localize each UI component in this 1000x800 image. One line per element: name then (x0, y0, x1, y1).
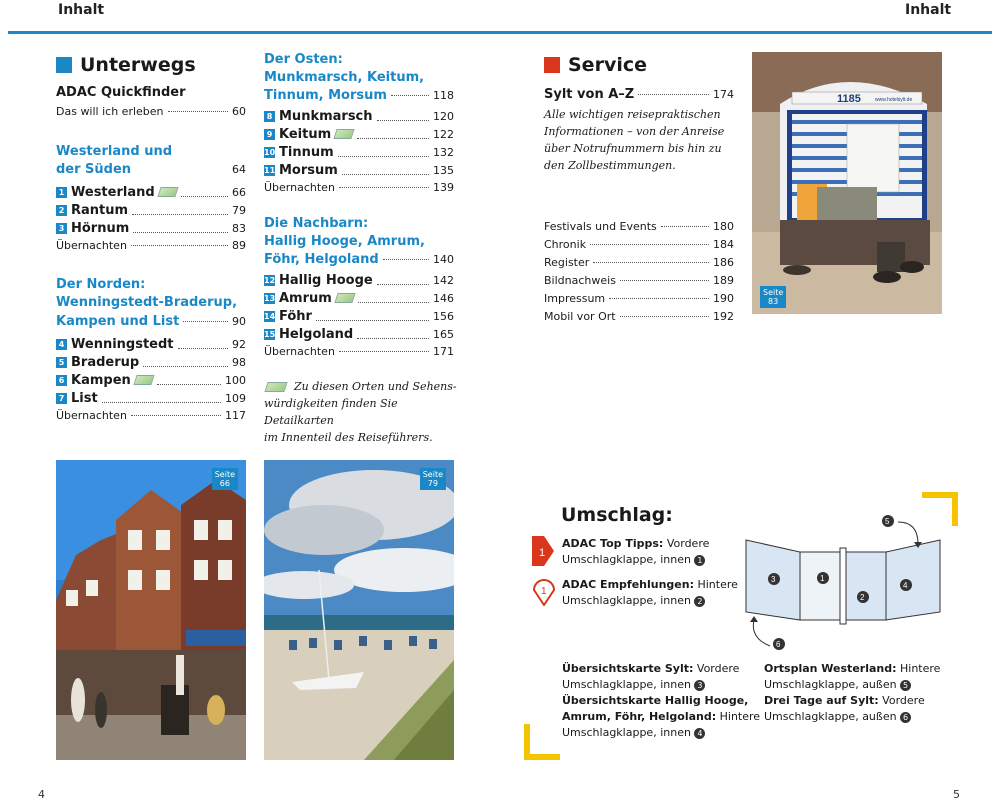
photo-beach-image (264, 460, 454, 760)
toc-page-number: 142 (433, 273, 454, 287)
place-name: Westerland (71, 184, 155, 200)
toc-line-label: Übernachten (56, 239, 127, 252)
top-tipps-text: ADAC Top Tipps: Vordere Umschlagklappe, innen 1 (562, 537, 710, 566)
osten-places (264, 107, 454, 197)
toc-line-label: Übernachten (264, 181, 335, 194)
dot-leader (357, 138, 429, 139)
dot-leader (590, 244, 709, 245)
osten-heading-2: Munkmarsch, Keitum, (264, 70, 425, 85)
toc-line-mobil[interactable] (544, 308, 734, 326)
strandkorb-number: 1185 (837, 93, 861, 105)
place-name: List (71, 390, 98, 406)
toc-line-label: Festivals und Events (544, 220, 657, 233)
place-tinnum[interactable] (264, 143, 454, 161)
dot-leader (178, 348, 228, 349)
toc-page-number: 186 (713, 256, 734, 269)
place-name: Munkmarsch (279, 108, 373, 124)
yellow-corner-bottom-left (524, 724, 560, 760)
place-number-badge: 13 (264, 293, 276, 303)
dot-leader (157, 384, 221, 385)
circle-number: 3 (694, 680, 705, 691)
map-icon (157, 187, 178, 197)
cover-diagram (740, 508, 950, 658)
toc-line-westerland-section[interactable] (56, 161, 246, 179)
dot-leader (593, 262, 709, 263)
place-name: Helgoland (279, 326, 354, 342)
dot-leader (143, 366, 228, 367)
map-icon (264, 382, 287, 392)
empfehlungen-text: ADAC Empfehlungen: Hintere Umschlagklappe, innen 2 (562, 578, 738, 607)
toc-page-number: 117 (225, 409, 246, 422)
circle-number: 5 (900, 680, 911, 691)
unterwegs-title (56, 54, 196, 76)
place-name: Hallig Hooge (279, 272, 373, 288)
place-number-badge: 9 (264, 129, 275, 140)
dot-leader (339, 351, 429, 352)
az-description (544, 106, 734, 174)
norden-places (56, 335, 246, 425)
place-westerland[interactable] (56, 183, 246, 201)
toc-page-number: 118 (433, 89, 454, 102)
umschlag-title: Umschlag: (561, 504, 673, 526)
svg-text:1: 1 (541, 586, 547, 597)
place-number-badge: 2 (56, 205, 67, 216)
place-number-badge: 10 (264, 147, 276, 157)
place-braderup[interactable] (56, 353, 246, 371)
norden-heading-3: Kampen und List (56, 314, 180, 329)
osten-heading-1: Der Osten: (264, 52, 343, 67)
toc-line-osten-section[interactable] (264, 87, 454, 105)
map-note-line: Zu diesen Orten und Sehens- (294, 380, 457, 393)
header-right: Inhalt (905, 2, 952, 18)
toc-line-label: Übernachten (264, 345, 335, 358)
toc-line-chronik[interactable] (544, 236, 734, 254)
toc-page-number: 165 (433, 327, 454, 341)
place-rantum[interactable] (56, 201, 246, 219)
place-name: Hörnum (71, 220, 130, 236)
photo-westerland-image (56, 460, 246, 760)
dot-leader (131, 415, 221, 416)
toc-page-number: 90 (232, 315, 246, 328)
nachbarn-heading-2: Hallig Hooge, Amrum, (264, 234, 425, 249)
toc-line-quickfinder[interactable] (56, 103, 246, 121)
circle-number: 4 (694, 728, 705, 739)
map-note (264, 378, 464, 446)
nachbarn-places (264, 271, 454, 361)
place-name: Tinnum (279, 144, 334, 160)
photo-strandkorb-image (752, 52, 942, 314)
dot-leader (181, 196, 228, 197)
place-number-badge: 15 (264, 329, 276, 339)
dot-leader (383, 259, 429, 260)
toc-page-number: 146 (433, 291, 454, 305)
toc-page-number: 190 (713, 292, 734, 305)
header-rule (8, 31, 992, 34)
toc-page-number: 139 (433, 181, 454, 194)
service-list (544, 218, 734, 326)
toc-line-uebernachten[interactable] (264, 179, 454, 197)
dot-leader (338, 156, 429, 157)
dot-leader (133, 232, 228, 233)
place-name: Braderup (71, 354, 140, 370)
page-number-right: 5 (953, 788, 960, 800)
place-name: Keitum (279, 126, 332, 142)
dot-leader (102, 402, 221, 403)
toc-line-uebernachten[interactable] (264, 343, 454, 361)
circle-number: 2 (694, 596, 705, 607)
toc-line-label: Übernachten (56, 409, 127, 422)
place-number-badge: 12 (264, 275, 276, 285)
az-desc-line: den Zollbestimmungen. (544, 159, 676, 172)
toc-line-register[interactable] (544, 254, 734, 272)
dot-leader (342, 174, 429, 175)
toc-page-number: 171 (433, 345, 454, 358)
circle-number: 6 (900, 712, 911, 723)
toc-line-impressum[interactable] (544, 290, 734, 308)
toc-page-number: 100 (225, 373, 246, 387)
top-tipps-icon (532, 536, 554, 570)
place-amrum[interactable] (264, 289, 454, 307)
place-number-badge: 7 (56, 393, 67, 404)
unterwegs-square-icon (56, 57, 72, 73)
toc-page-number: 140 (433, 253, 454, 266)
diagram-label-2: 2 (860, 593, 865, 602)
dot-leader (358, 302, 429, 303)
svg-text:1: 1 (539, 547, 546, 559)
diagram-label-1: 1 (820, 574, 825, 583)
drei-tage-text: Drei Tage auf Sylt: Vordere Umschlagklappe, außen 6 (764, 694, 925, 723)
toc-page-number: 89 (232, 239, 246, 252)
toc-line-label: Bildnachweis (544, 274, 616, 287)
place-number-badge: 14 (264, 311, 276, 321)
toc-page-number: 135 (433, 163, 454, 177)
diagram-label-4: 4 (903, 581, 908, 590)
toc-line-uebernachten[interactable] (56, 237, 246, 255)
toc-page-number: 79 (232, 203, 246, 217)
dot-leader (132, 214, 228, 215)
dot-leader (620, 280, 709, 281)
toc-page-number: 83 (232, 221, 246, 235)
dot-leader (183, 321, 228, 322)
place-helgoland[interactable] (264, 325, 454, 343)
toc-line-norden-section[interactable] (56, 313, 246, 331)
page-badge: Seite 66 (212, 468, 238, 490)
page-number-left: 4 (38, 788, 45, 800)
dot-leader (638, 94, 709, 95)
diagram-label-3: 3 (771, 575, 776, 584)
osten-heading-3: Tinnum, Morsum (264, 88, 387, 103)
place-number-badge: 6 (56, 375, 67, 386)
toc-page-number: 192 (713, 310, 734, 323)
toc-line-label: Sylt von A–Z (544, 87, 635, 102)
map-note-line: im Innenteil des Reiseführers. (264, 431, 433, 444)
toc-page-number: 122 (433, 127, 454, 141)
az-desc-line: Informationen – von der Anreise (544, 125, 725, 138)
place-number-badge: 3 (56, 223, 67, 234)
page-badge: Seite 83 (760, 286, 786, 308)
strandkorb-sign-url: www.hotelsylt.de (875, 97, 913, 103)
toc-line-label: Mobil vor Ort (544, 310, 616, 323)
westerland-heading-1: Westerland und (56, 144, 173, 159)
place-name: Rantum (71, 202, 129, 218)
toc-page-number: 184 (713, 238, 734, 251)
service-title (544, 54, 647, 76)
ortsplan-text: Ortsplan Westerland: Hintere Umschlagklappe, außen 5 (764, 662, 941, 691)
az-desc-line: Alle wichtigen reisepraktischen (544, 108, 721, 121)
toc-line-sylt-a-z[interactable] (544, 86, 734, 104)
dot-leader (620, 316, 709, 317)
toc-line-bildnachweis[interactable] (544, 272, 734, 290)
header-left: Inhalt (58, 2, 105, 18)
place-wenningstedt[interactable] (56, 335, 246, 353)
toc-page-number: 60 (232, 105, 246, 118)
dot-leader (168, 111, 228, 112)
place-name: Föhr (279, 308, 312, 324)
toc-page-number: 92 (232, 337, 246, 351)
place-name: Amrum (279, 290, 332, 306)
toc-page-number: 132 (433, 145, 454, 159)
page-badge: Seite 79 (420, 468, 446, 490)
uebersicht-sylt-text: Übersichtskarte Sylt: Vordere Umschlagklappe, innen 3 (562, 662, 740, 691)
circle-number: 1 (694, 555, 705, 566)
dot-leader (661, 226, 709, 227)
dot-leader (609, 298, 709, 299)
dot-leader (391, 95, 429, 96)
toc-page-number: 156 (433, 309, 454, 323)
toc-line-label: Register (544, 256, 590, 269)
map-note-line: würdigkeiten finden Sie Detailkarten (264, 397, 398, 427)
nachbarn-heading-3: Föhr, Helgoland (264, 252, 379, 267)
toc-line-label: Chronik (544, 238, 587, 251)
norden-heading-2: Wenningstedt-Braderup, (56, 295, 238, 310)
toc-page-number: 98 (232, 355, 246, 369)
map-icon (133, 375, 154, 385)
service-square-icon (544, 57, 560, 73)
place-hoernum[interactable] (56, 219, 246, 237)
az-desc-line: über Notrufnummern bis hin zu (544, 142, 722, 155)
toc-page-number: 64 (232, 163, 246, 176)
photo-strandkorb (752, 52, 942, 314)
toc-page-number: 189 (713, 274, 734, 287)
westerland-places (56, 183, 246, 255)
toc-line-label: Impressum (544, 292, 606, 305)
map-icon (334, 293, 355, 303)
toc-page-number: 180 (713, 220, 734, 233)
toc-line-uebernachten[interactable] (56, 407, 246, 425)
place-number-badge: 5 (56, 357, 67, 368)
quickfinder-title: ADAC Quickfinder (56, 85, 186, 100)
place-keitum[interactable] (264, 125, 454, 143)
diagram-label-6: 6 (776, 640, 781, 649)
toc-page-number: 120 (433, 109, 454, 123)
empfehlungen-icon (532, 578, 556, 610)
place-number-badge: 4 (56, 339, 67, 350)
diagram-label-5: 5 (885, 517, 890, 526)
place-morsum[interactable] (264, 161, 454, 179)
place-kampen[interactable] (56, 371, 246, 389)
dot-leader (316, 320, 429, 321)
place-number-badge: 8 (264, 111, 275, 122)
place-munkmarsch[interactable] (264, 107, 454, 125)
toc-line-label: Das will ich erleben (56, 105, 164, 118)
nachbarn-heading-1: Die Nachbarn: (264, 216, 369, 231)
dot-leader (377, 284, 429, 285)
uebersicht-hallig-text: Übersichtskarte Hallig Hooge, Amrum, Föhr, Helgoland: Hintere Umschlagklappe, innen 4 (562, 694, 761, 739)
photo-westerland (56, 460, 246, 760)
place-list[interactable] (56, 389, 246, 407)
toc-page-number: 109 (225, 391, 246, 405)
dot-leader (357, 338, 429, 339)
dot-leader (131, 245, 228, 246)
norden-heading-1: Der Norden: (56, 277, 146, 292)
toc-page-number: 66 (232, 185, 246, 199)
service-title-text: Service (568, 54, 647, 76)
toc-page-number: 174 (713, 88, 734, 101)
place-name: Wenningstedt (71, 336, 174, 352)
place-number-badge: 1 (56, 187, 67, 198)
map-icon (334, 129, 355, 139)
place-foehr[interactable] (264, 307, 454, 325)
toc-line-festivals[interactable] (544, 218, 734, 236)
place-name: Kampen (71, 372, 131, 388)
unterwegs-title-text: Unterwegs (80, 54, 196, 76)
place-number-badge: 11 (264, 165, 276, 175)
photo-beach (264, 460, 454, 760)
dot-leader (377, 120, 429, 121)
place-name: Morsum (279, 162, 338, 178)
place-hallig-hooge[interactable] (264, 271, 454, 289)
westerland-heading-2: der Süden (56, 162, 132, 177)
toc-line-nachbarn-section[interactable] (264, 251, 454, 269)
dot-leader (339, 187, 429, 188)
